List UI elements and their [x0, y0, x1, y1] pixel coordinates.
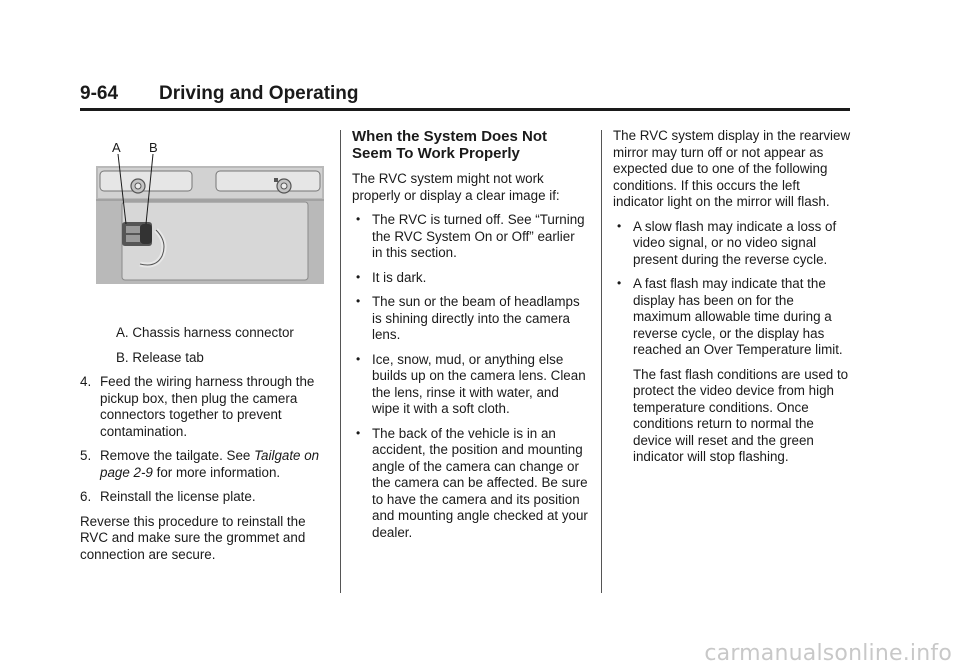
list-item-text: The RVC is turned off. See “Turning the RVC System On or Off” earlier in this section. — [372, 212, 585, 260]
list-item — [352, 212, 588, 262]
figure-label-a: A — [112, 140, 121, 155]
step-number: 5. — [80, 448, 92, 463]
step-text: Feed the wiring harness through the pickup box, then plug the camera connectors together to prevent contamination. — [100, 374, 315, 439]
page-number: 9-64 — [80, 83, 119, 104]
section-title: Driving and Operating — [159, 83, 359, 104]
intro-paragraph: The RVC system might not work properly or display a clear image if: — [352, 171, 560, 203]
caption-b: B. Release tab — [116, 349, 204, 365]
step-4 — [80, 374, 328, 440]
list-item-text: It is dark. — [372, 269, 427, 285]
step-number: 4. — [80, 374, 92, 389]
right-column — [613, 128, 853, 474]
step-text-after: for more information. — [152, 464, 281, 480]
list-item-text: Ice, snow, mud, or anything else builds up on the camera lens. Clean the lens, rinse it with water, and wipe it with a soft cloth. — [372, 351, 586, 416]
step-6 — [80, 489, 328, 506]
caption-a: A. Chassis harness connector — [116, 325, 294, 340]
list-item — [613, 276, 853, 359]
list-item-text: A slow flash may indicate a loss of video signal, or no video signal present during the reverse cycle. — [633, 218, 837, 267]
list-item-text: A fast flash may indicate that the display has been on for the maximum allowable time during a reverse cycle, or the display has reached an Over Temperature limit. — [633, 276, 843, 357]
bullet-icon: • — [356, 351, 361, 366]
closing-paragraph: Reverse this procedure to reinstall the RVC and make sure the grommet and connection are secure. — [80, 513, 306, 562]
column-divider — [340, 130, 341, 593]
bullet-icon: • — [356, 425, 361, 440]
intro-paragraph: The RVC system display in the rearview mirror may turn off or not appear as expected due to one of the following conditions. If this occurs the left indicator light on the mirror will flash. — [613, 128, 851, 209]
bullet-icon: • — [356, 294, 361, 308]
list-item-text: The back of the vehicle is in an accident, the position and mounting angle of the camera can change or the camera can be affected. Be sure to have the camera and its position and mounting angle checked at your dealer. — [372, 425, 588, 540]
step-5 — [80, 448, 328, 481]
tailgate-reference-link[interactable]: Tailgate on page 2-9 — [100, 448, 320, 480]
list-item — [352, 426, 588, 542]
list-item — [352, 352, 588, 418]
bullet-icon: • — [356, 212, 361, 226]
list-item — [352, 270, 588, 287]
list-item — [352, 294, 588, 344]
step-text: Reinstall the license plate. — [100, 489, 256, 504]
left-column — [80, 325, 328, 571]
list-item — [613, 219, 853, 269]
step-text: Remove the tailgate. See — [100, 448, 255, 463]
figure-label-b: B — [149, 140, 158, 155]
bullet-icon: • — [356, 269, 361, 284]
section-heading: When the System Does Not Seem To Work Properly — [352, 128, 548, 162]
middle-column — [352, 128, 588, 549]
camera-connector-illustration — [96, 138, 324, 286]
bullet-icon: • — [617, 276, 622, 290]
followup-paragraph: The fast flash conditions are used to protect the video device from high temperature conditions. Once conditions return to normal the device will reset and the green indicator will stop flashing. — [633, 366, 849, 464]
step-number: 6. — [80, 489, 92, 504]
bullet-icon: • — [617, 218, 622, 233]
column-divider — [601, 130, 602, 593]
watermark: carmanualsonline.info — [704, 641, 952, 666]
list-item-text: The sun or the beam of headlamps is shining directly into the camera lens. — [372, 294, 580, 342]
page-header — [80, 84, 850, 111]
